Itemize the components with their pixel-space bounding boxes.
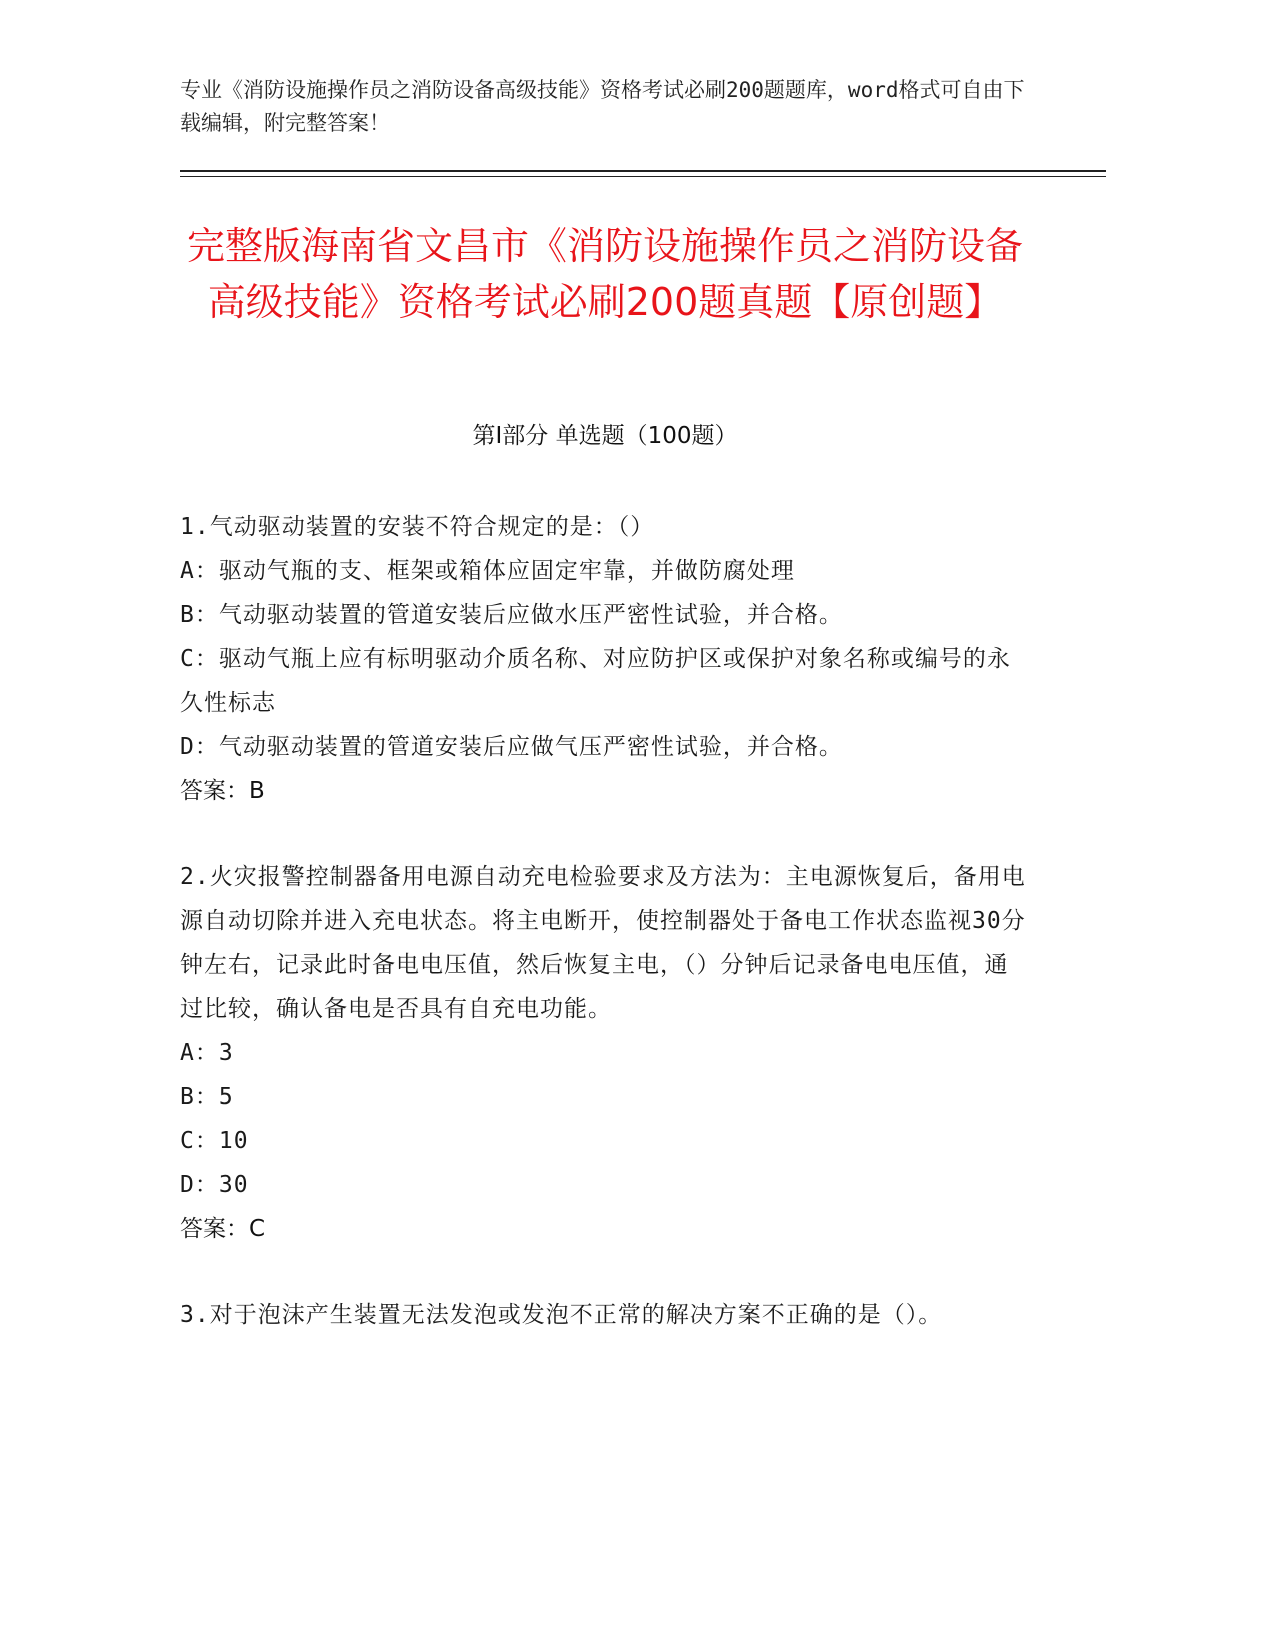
option-d: D：气动驱动装置的管道安装后应做气压严密性试验，并合格。 bbox=[180, 734, 843, 760]
question-stem: 3.对于泡沫产生装置无法发泡或发泡不正常的解决方案不正确的是（）。 bbox=[180, 1302, 943, 1328]
question-stem: 1.气动驱动装置的安装不符合规定的是：（） bbox=[180, 514, 655, 540]
option-a: A：3 bbox=[180, 1040, 234, 1066]
option-d: D：30 bbox=[180, 1172, 249, 1198]
header-note: 专业《消防设施操作员之消防设备高级技能》资格考试必刷200题题库，word格式可自由下载编辑，附完整答案！ bbox=[180, 78, 1025, 135]
document-title: 完整版海南省文昌市《消防设施操作员之消防设备高级技能》资格考试必刷200题真题【原创题】 bbox=[186, 224, 1023, 324]
option-c: C：驱动气瓶上应有标明驱动介质名称、对应防护区或保护对象名称或编号的永久性标志 bbox=[180, 646, 1011, 716]
option-b: B：5 bbox=[180, 1084, 234, 1110]
header-divider-thick bbox=[180, 170, 1106, 172]
question-item bbox=[180, 855, 1030, 1251]
question-list bbox=[180, 505, 1030, 1379]
question-stem: 2.火灾报警控制器备用电源自动充电检验要求及方法为：主电源恢复后，备用电源自动切除并进入充电状态。将主电断开，使控制器处于备电工作状态监视30分钟左右，记录此时备电电压值，然后恢复主电，（）分钟后记录备电电压值，通过比较，确认备电是否具有自充电功能。 bbox=[180, 864, 1026, 1022]
option-c: C：10 bbox=[180, 1128, 249, 1154]
option-a: A：驱动气瓶的支、框架或箱体应固定牢靠，并做防腐处理 bbox=[180, 558, 795, 584]
section-title: 第I部分 单选题（100题） bbox=[472, 423, 738, 449]
question-item bbox=[180, 505, 1030, 813]
answer-label: 答案：B bbox=[180, 778, 265, 804]
question-item bbox=[180, 1293, 1030, 1337]
answer-label: 答案：C bbox=[180, 1216, 266, 1242]
option-b: B：气动驱动装置的管道安装后应做水压严密性试验，并合格。 bbox=[180, 602, 843, 628]
header-divider-thin bbox=[180, 176, 1106, 177]
